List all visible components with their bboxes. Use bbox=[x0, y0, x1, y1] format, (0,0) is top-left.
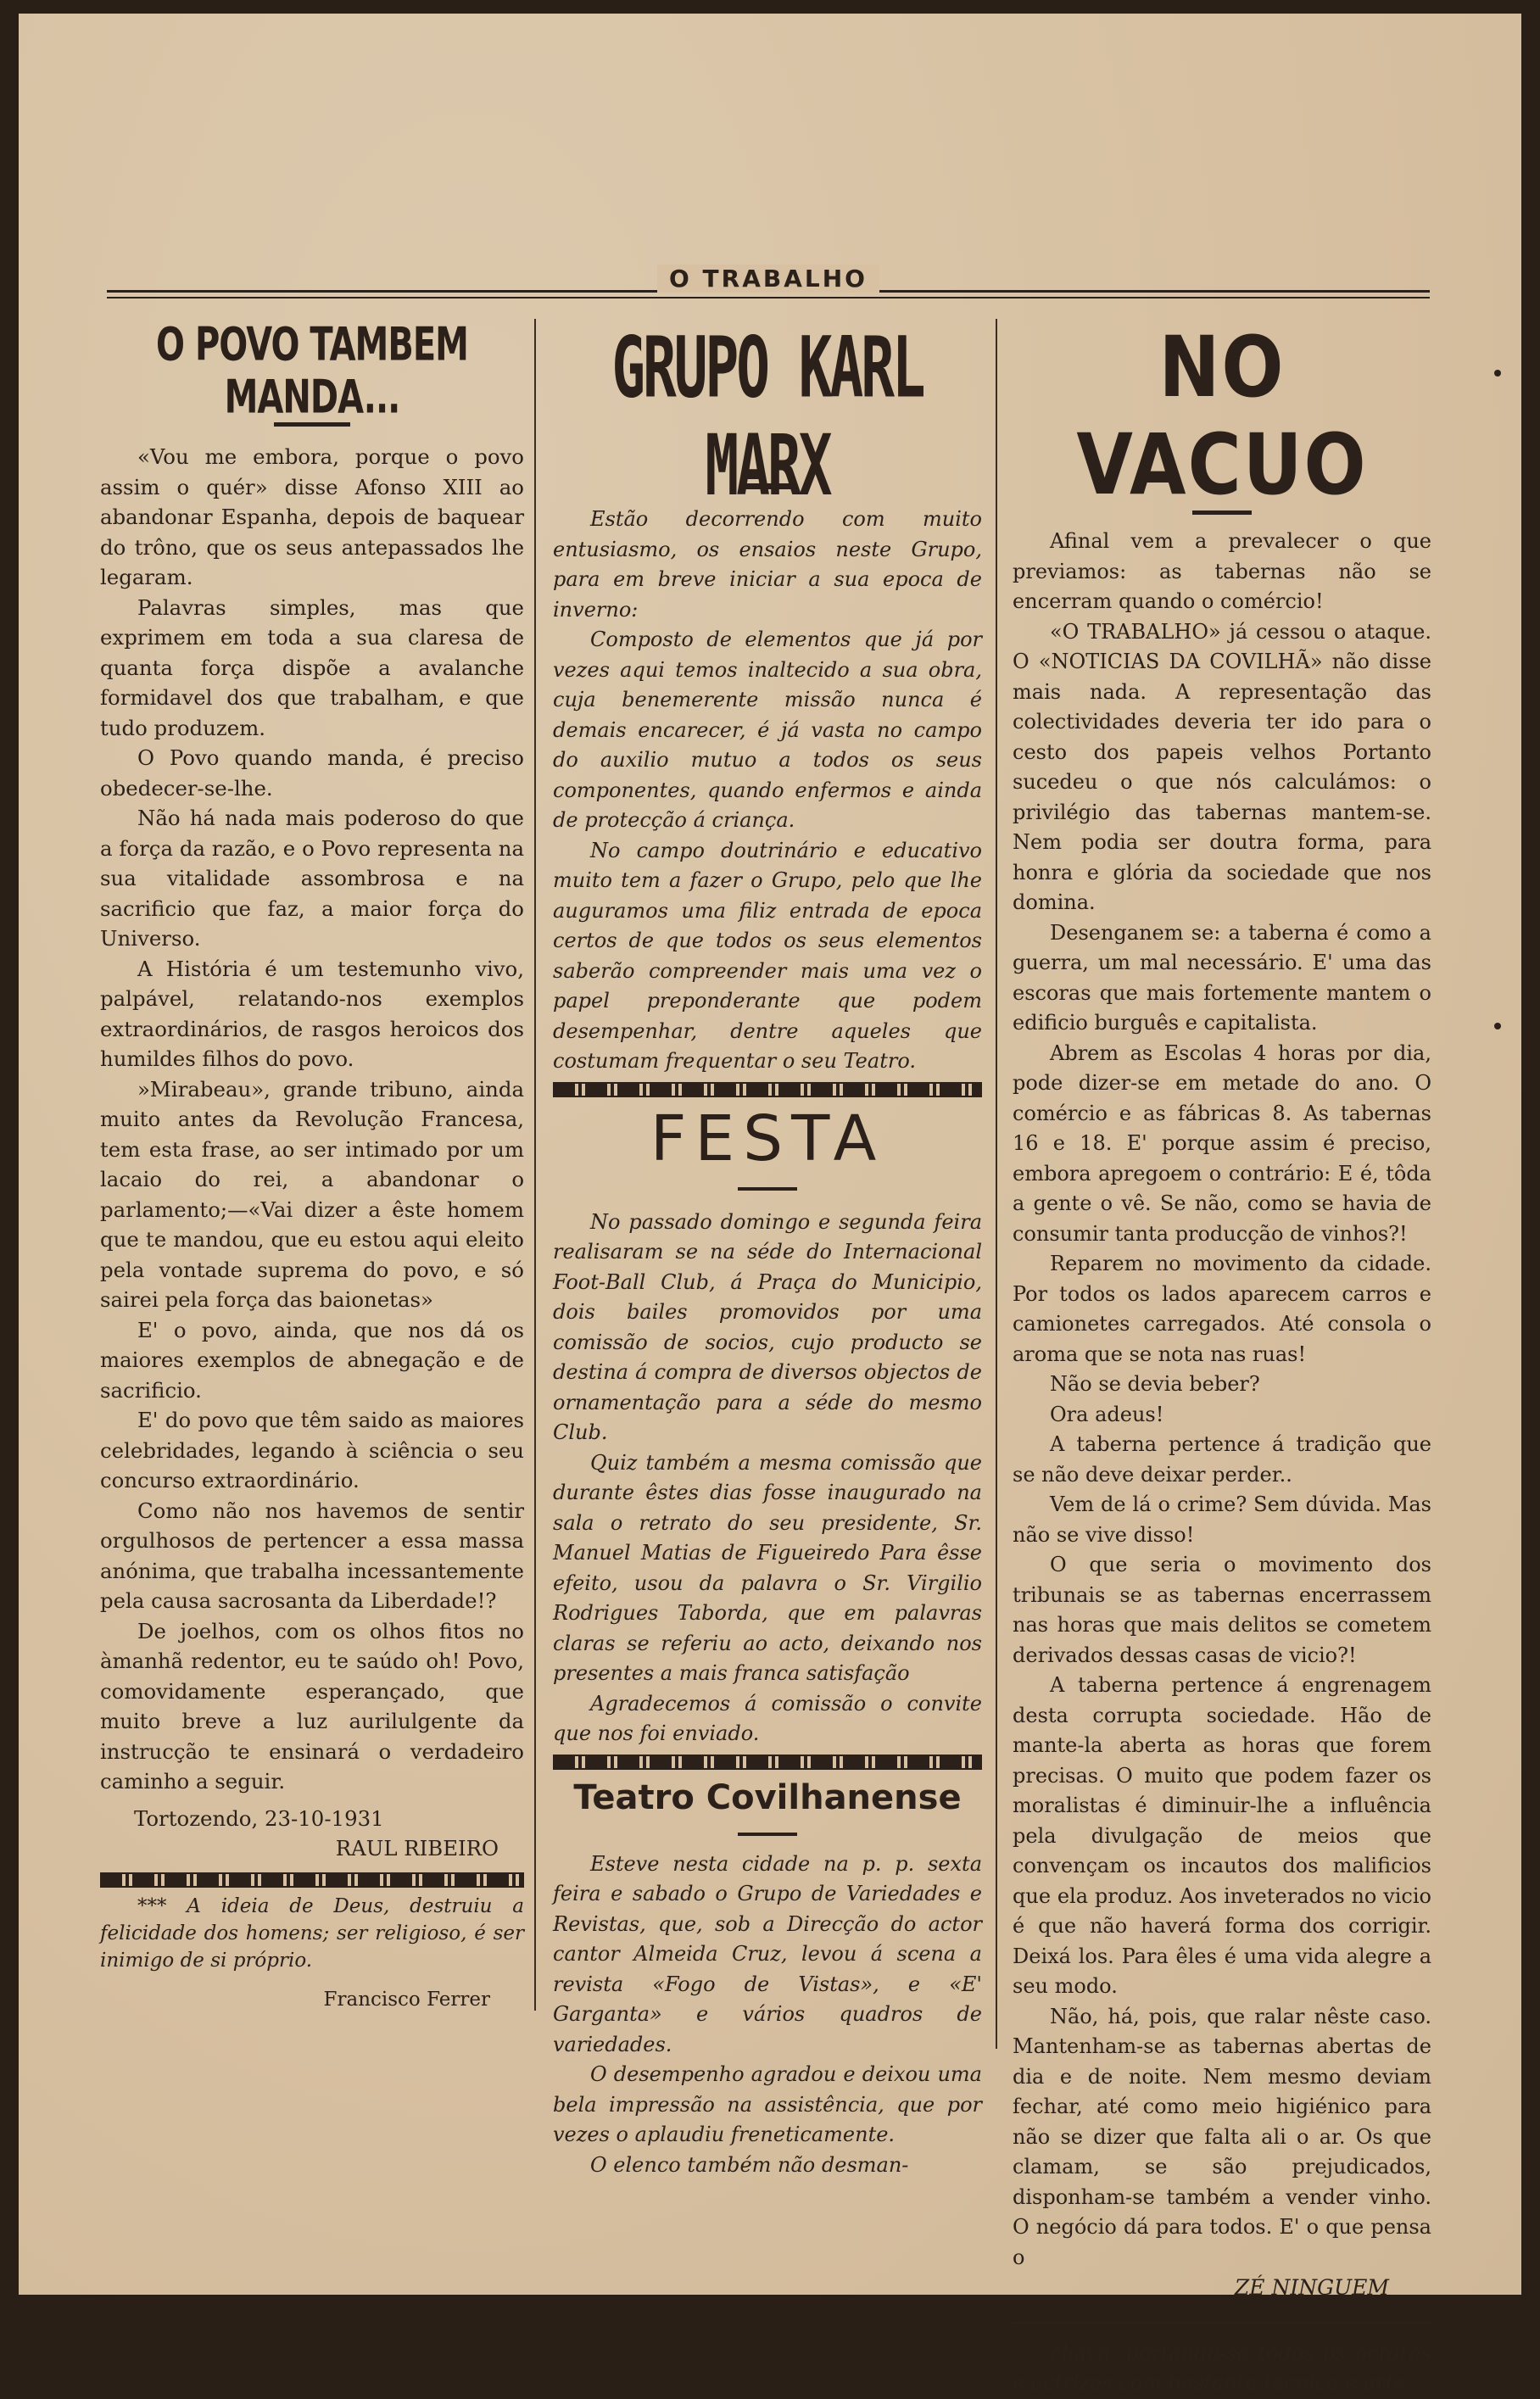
paragraph: Esteve nesta cidade na p. p. sexta feira e sabado o Grupo de Variedades e Revistas, que, sob a Direcção do actor cantor Almeida Cruz, levou á scena a revista «Fogo de Vistas», e «E' Garganta» e vários quadros de variedades. bbox=[553, 1851, 982, 2056]
paragraph: Abrem as Escolas 4 horas por dia, pode dizer-se em metade do ano. O comércio e as fábricas 8. As tabernas 16 e 18. E' porque assim é preciso, embora apregoem o contrário: E é, tôda a gente o vê. Se não, como se havia de consumir tanta producção de vinhos?! bbox=[1013, 1040, 1431, 1246]
article-title: FESTA bbox=[650, 1102, 885, 1175]
paragraph: No passado domingo e segunda feira realisaram se na séde do Internacional Foot-Ball Club, á Praça do Municipio, dois bailes promovidos por uma comissão de socios, cujo producto se destina á compra de diversos objectos de ornamentação para a séde do mesmo Club. bbox=[553, 1209, 982, 1444]
author-signature: ZÉ NINGUEM bbox=[1234, 2275, 1389, 2300]
paragraph: Ora adeus! bbox=[1050, 1402, 1164, 1426]
paragraph: Afinal vem a prevalecer o que previamos: as tabernas não se encerram quando o comércio! bbox=[1013, 529, 1431, 613]
article-body bbox=[553, 1208, 982, 1749]
paragraph: A taberna pertence á tradição que se não deve deixar perder.. bbox=[1013, 1432, 1431, 1487]
print-mark bbox=[1494, 370, 1501, 377]
paragraph: Quiz também a mesma comissão que durante êstes dias fosse inaugurado na sala o retrato do seu presidente, Sr. Manuel Matias de Figueiredo Para êsse efeito, usou da palavra o Sr. Virgilio Rodrigues Taborda, que em palavras claras se referiu ao acto, deixando nos presentes a mais franca satisfação bbox=[553, 1450, 982, 1685]
column-left bbox=[100, 319, 524, 2013]
paragraph: A História é um testemunho vivo, palpável, relatando-nos exemplos extraordinários, de rasgos heroicos dos humildes filhos do povo. bbox=[100, 956, 524, 1071]
paragraph: Não há nada mais poderoso do que a força da razão, e o Povo representa na sua vitalidade assombrosa e na sacrificio que faz, a maior força do Universo. bbox=[100, 806, 524, 951]
title-underline bbox=[738, 1833, 797, 1836]
paragraph: Agradecemos á comissão o convite que nos foi enviado. bbox=[553, 1691, 982, 1745]
column-middle bbox=[553, 319, 982, 2180]
author-signature: RAUL RIBEIRO bbox=[335, 1836, 499, 1861]
masthead bbox=[107, 265, 1430, 302]
article-title: NO VACUO bbox=[1076, 319, 1368, 514]
ornament-divider bbox=[553, 1082, 982, 1097]
masthead-rule bbox=[107, 297, 1430, 298]
quote-block bbox=[100, 1893, 524, 2013]
paragraph: Desenganem se: a taberna é como a guerra, um mal necessário. E' uma das escoras que mais fortemente mantem o edificio burguês e capitalista. bbox=[1013, 920, 1431, 1035]
paragraph: E' do povo que têm saido as maiores celebridades, legando à sciência o seu concurso extraordinário. bbox=[100, 1408, 524, 1492]
paragraph: «Vou me embora, porque o povo assim o quér» disse Afonso XIII ao abandonar Espanha, depois de baquear do trôno, que os seus antepassados lhe legaram. bbox=[100, 444, 524, 589]
column-divider bbox=[534, 319, 536, 2011]
paragraph: Reparem no movimento da cidade. Por todos os lados aparecem carros e camionetes carregados. Até consola o aroma que se nota nas ruas! bbox=[1013, 1252, 1431, 1366]
paragraph: No campo doutrinário e educativo muito tem a fazer o Grupo, pelo que lhe auguramos uma filiz entrada de epoca certos de que todos os seus elementos saberão compreender mais uma vez o papel preponderante que podem desempenhar, dentre aqueles que costumam frequentar o seu Teatro. bbox=[553, 838, 982, 1073]
place-date: Tortozendo, 23-10-1931 bbox=[134, 1805, 384, 1831]
paragraph: O Povo quando manda, é preciso obedecer-se-lhe. bbox=[100, 745, 524, 801]
print-mark bbox=[1494, 1023, 1501, 1029]
article-title: O POVO TAMBEM MANDA... bbox=[156, 319, 468, 425]
title-underline bbox=[738, 1187, 797, 1191]
article-body bbox=[553, 505, 982, 1077]
paragraph: De joelhos, com os olhos fitos no àmanhã redentor, eu te saúdo oh! Povo, comovidamente esperançado, que muito breve a luz aurilulgente da instrucção te ensinará o verdadeiro caminho a seguir. bbox=[100, 1618, 524, 1794]
paragraph: E' o povo, ainda, que nos dá os maiores exemplos de abnegação e de sacrificio. bbox=[100, 1317, 524, 1403]
ornament-divider bbox=[100, 1872, 524, 1888]
paragraph: A taberna pertence á engrenagem desta corrupta sociedade. Hão de mante-la aberta as horas que forem precisas. O muito que podem fazer os moralistas é diminuir-lhe a influência pela divulgação de meios que convençam os incautos dos malificios que ela produz. Aos inveterados no vicio é que não haverá forma dos corrigir. Deixá los. Para êles é uma vida alegre a seu modo. bbox=[1013, 1673, 1431, 1998]
paragraph: Composto de elementos que já por vezes aqui temos inaltecido a sua obra, cuja benemerente missão nunca é demais encarecer, é já vasta no campo do auxilio mutuo a todos os seus componentes, quando enfermos e ainda de protecção á criança. bbox=[553, 628, 982, 832]
paragraph: Estão decorrendo com muito entusiasmo, os ensaios neste Grupo, para em breve iniciar a sua epoca de inverno: bbox=[553, 507, 982, 622]
column-divider bbox=[996, 319, 997, 2049]
divider-line bbox=[1013, 2322, 1431, 2324]
paragraph: chava, portando-se todos os actores e actrizes com bastante tecnica e arte. bbox=[1013, 2340, 1431, 2395]
paragraph: Não, há, pois, que ralar nêste caso. Mantenham-se as tabernas abertas de dia e de noite. Nem mesmo deviam fechar, até como meio higiénico para não se dizer que falta ali o ar. Os que clamam, se são prejudicados, disponham-se também a vender vinho. O negócio dá para todos. E' o que pensa o bbox=[1013, 2004, 1431, 2269]
article-continuation bbox=[1013, 2339, 1431, 2399]
newspaper-name: O TRABALHO bbox=[657, 265, 879, 293]
quote-author: Francisco Ferrer bbox=[323, 1988, 490, 2011]
newspaper-page bbox=[19, 14, 1521, 2395]
paragraph: »Mirabeau», grande tribuno, ainda muito antes da Revolução Francesa, tem esta frase, ao ser intimado por um lacaio do rei, a abandonar o parlamento;—«Vai dizer a êste homem que te mandou, que eu estou aqui eleito pela vontade suprema do povo, e só sairei pela força das baionetas» bbox=[100, 1076, 524, 1312]
paragraph: Vem de lá o crime? Sem dúvida. Mas não se vive disso! bbox=[1013, 1492, 1431, 1547]
column-right bbox=[1013, 319, 1431, 2399]
article-body bbox=[1013, 527, 1431, 2303]
ornament-divider bbox=[553, 1755, 982, 1770]
paragraph: O desempenho agradou e deixou uma bela impressão na assistência, que por vezes o aplaudiu freneticamente. bbox=[553, 2062, 982, 2146]
article-title: GRUPO KARL MARX bbox=[611, 319, 923, 515]
quote-text: *** A ideia de Deus, destruiu a felicidade dos homens; ser religioso, é ser inimigo de si próprio. bbox=[100, 1894, 524, 1972]
paragraph: «O TRABALHO» já cessou o ataque. O «NOTICIAS DA COVILHÃ» não disse mais nada. A representação das colectividades deveria ter ido para o cesto dos papeis velhos Portanto sucedeu o que nós calculámos: o privilégio das tabernas mantem-se. Nem podia ser doutra forma, para honra e glória da sociedade que nos domina. bbox=[1013, 619, 1431, 914]
article-title: Teatro Covilhanense bbox=[573, 1777, 962, 1817]
paragraph: Não se devia beber? bbox=[1050, 1372, 1260, 1396]
article-body bbox=[100, 442, 524, 1864]
article-body bbox=[553, 1849, 982, 2181]
paragraph: Palavras simples, mas que exprimem em toda a sua claresa de quanta força dispõe a avalanche formidavel dos que trabalham, e que tudo produzem. bbox=[100, 594, 524, 740]
paragraph: O elenco também não desman- bbox=[590, 2152, 909, 2177]
paragraph: O que seria o movimento dos tribunais se as tabernas encerrassem nas horas que mais delitos se cometem derivados dessas casas de vicio?! bbox=[1013, 1553, 1431, 1667]
paragraph: Como não nos havemos de sentir orgulhosos de pertencer a essa massa anónima, que trabalha incessantemente pela causa sacrosanta da Liberdade!? bbox=[100, 1498, 524, 1613]
